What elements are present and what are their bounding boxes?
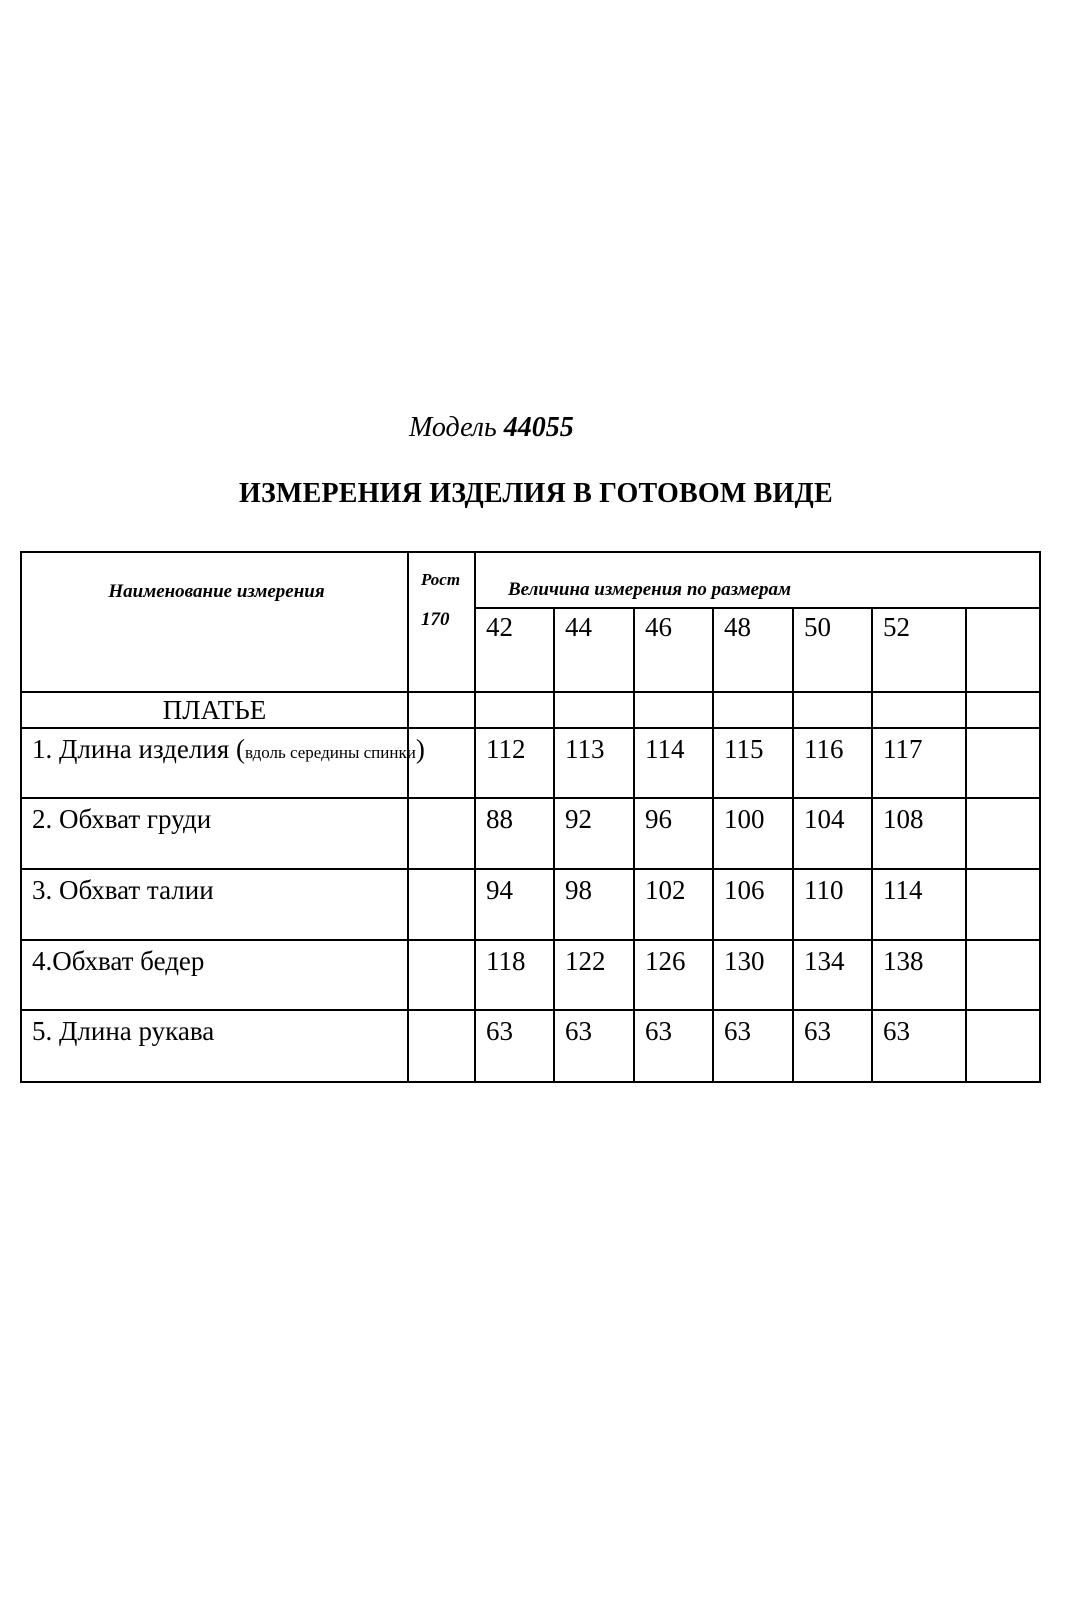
section-row bbox=[21, 692, 1040, 728]
header-height bbox=[408, 552, 475, 692]
value-cell: 117 bbox=[872, 728, 966, 798]
value-cell: 63 bbox=[713, 1010, 793, 1082]
value-cell: 130 bbox=[713, 940, 793, 1010]
empty-cell bbox=[408, 1010, 475, 1082]
empty-cell bbox=[966, 728, 1040, 798]
empty-cell bbox=[966, 692, 1040, 728]
value-cell: 63 bbox=[554, 1010, 634, 1082]
value-cell: 115 bbox=[713, 728, 793, 798]
empty-cell bbox=[408, 798, 475, 869]
size-header: 46 bbox=[634, 608, 713, 692]
value-cell: 100 bbox=[713, 798, 793, 869]
value-cell: 114 bbox=[634, 728, 713, 798]
row-label-close: ) bbox=[415, 734, 425, 764]
value-cell: 98 bbox=[554, 869, 634, 940]
value-cell: 110 bbox=[793, 869, 872, 940]
model-number: 44055 bbox=[503, 412, 574, 443]
empty-cell bbox=[966, 940, 1040, 1010]
empty-cell bbox=[408, 692, 475, 728]
row-label: 2. Обхват груди bbox=[21, 798, 408, 869]
table-row bbox=[21, 728, 1040, 798]
table-row bbox=[21, 798, 1040, 869]
row-label: 4.Обхват бедер bbox=[21, 940, 408, 1010]
value-cell: 122 bbox=[554, 940, 634, 1010]
size-header: 44 bbox=[554, 608, 634, 692]
model-title bbox=[409, 412, 574, 444]
empty-cell bbox=[475, 692, 554, 728]
empty-cell bbox=[408, 869, 475, 940]
value-cell: 88 bbox=[475, 798, 554, 869]
value-cell: 104 bbox=[793, 798, 872, 869]
page-title: ИЗМЕРЕНИЯ ИЗДЕЛИЯ В ГОТОВОМ ВИДЕ bbox=[239, 478, 833, 509]
table-header-row bbox=[21, 552, 1040, 608]
value-cell: 113 bbox=[554, 728, 634, 798]
value-cell: 63 bbox=[872, 1010, 966, 1082]
value-cell: 112 bbox=[475, 728, 554, 798]
value-cell: 118 bbox=[475, 940, 554, 1010]
value-cell: 126 bbox=[634, 940, 713, 1010]
value-cell: 116 bbox=[793, 728, 872, 798]
height-label: Рост bbox=[421, 570, 461, 589]
section-title: ПЛАТЬЕ bbox=[21, 692, 408, 728]
value-cell: 108 bbox=[872, 798, 966, 869]
table-row bbox=[21, 940, 1040, 1010]
empty-cell bbox=[713, 692, 793, 728]
empty-cell bbox=[966, 1010, 1040, 1082]
empty-cell bbox=[554, 692, 634, 728]
model-label: Модель bbox=[409, 412, 497, 443]
row-label-text: 1. Длина изделия ( bbox=[32, 734, 245, 764]
row-label: 3. Обхват талии bbox=[21, 869, 408, 940]
size-header: 48 bbox=[713, 608, 793, 692]
empty-cell bbox=[966, 798, 1040, 869]
value-cell: 63 bbox=[475, 1010, 554, 1082]
row-label: 5. Длина рукава bbox=[21, 1010, 408, 1082]
empty-cell bbox=[408, 940, 475, 1010]
value-cell: 96 bbox=[634, 798, 713, 869]
value-cell: 63 bbox=[634, 1010, 713, 1082]
height-value: 170 bbox=[421, 609, 450, 630]
row-label bbox=[21, 728, 425, 798]
header-size-group: Величина измерения по размерам bbox=[475, 552, 1040, 608]
empty-cell bbox=[966, 608, 1040, 692]
value-cell: 106 bbox=[713, 869, 793, 940]
empty-cell bbox=[872, 692, 966, 728]
size-table bbox=[20, 551, 1041, 1083]
empty-cell bbox=[793, 692, 872, 728]
value-cell: 114 bbox=[872, 869, 966, 940]
empty-cell bbox=[634, 692, 713, 728]
header-measurement-name: Наименование измерения bbox=[21, 552, 408, 692]
table-row bbox=[21, 1010, 1040, 1082]
row-label-note: вдоль середины спинки bbox=[244, 743, 416, 762]
size-header: 50 bbox=[793, 608, 872, 692]
size-header: 42 bbox=[475, 608, 554, 692]
table-row bbox=[21, 869, 1040, 940]
value-cell: 94 bbox=[475, 869, 554, 940]
value-cell: 134 bbox=[793, 940, 872, 1010]
value-cell: 92 bbox=[554, 798, 634, 869]
value-cell: 63 bbox=[793, 1010, 872, 1082]
size-header: 52 bbox=[872, 608, 966, 692]
value-cell: 138 bbox=[872, 940, 966, 1010]
empty-cell bbox=[966, 869, 1040, 940]
value-cell: 102 bbox=[634, 869, 713, 940]
